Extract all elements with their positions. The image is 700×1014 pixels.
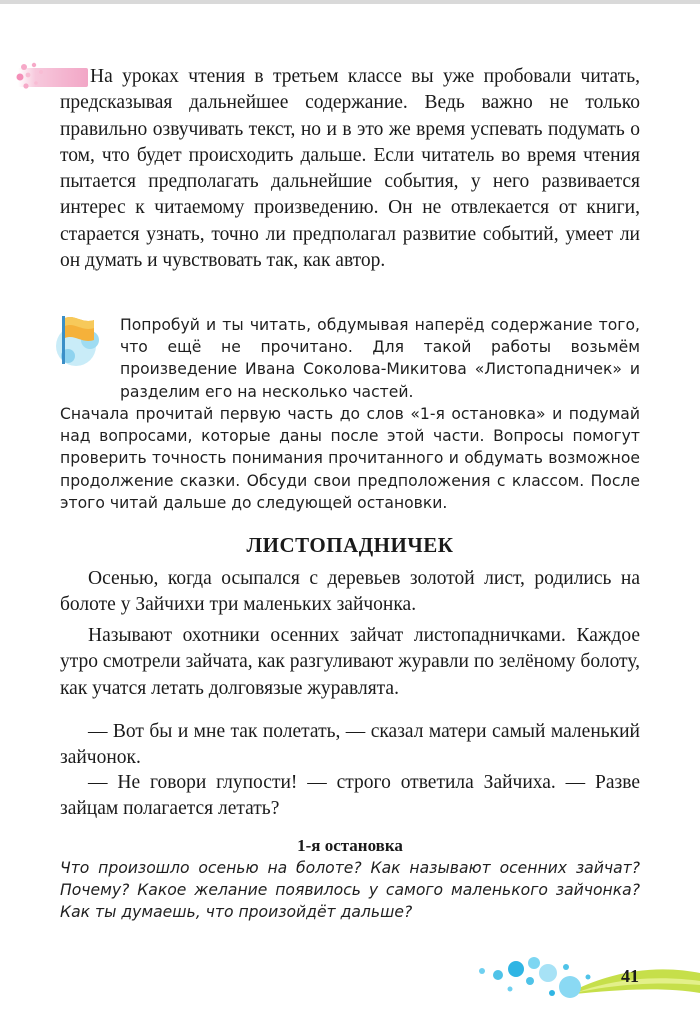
pink-dots-icon <box>14 60 54 92</box>
story-title: ЛИСТОПАДНИЧЕК <box>246 533 454 557</box>
intro-paragraph: На уроках чтения в третьем классе вы уже пробовали читать, предсказывая дальнейшее содержание. Ведь важно не только правильно озвучивать текст, но и в это же время успевать подумать о том, что будет происходить дальше. Если читатель во время чтения пытается предполагать дальнейшие события, у него развивается интерес к читаемому произведению. Он не отвлекается от книги, старается узнать, точно ли предполагал развитие событий, умеет ли он думать и чувствовать так, как автор. <box>60 66 640 272</box>
flag-icon <box>50 310 108 368</box>
tip-paragraph: Попробуй и ты читать, обдумывая наперёд содержание того, что ещё не прочитано. Для такой работы возьмём произведение Ивана Соколова-Микитова «Листопадничек» и разделим его на несколько частей. <box>120 316 640 401</box>
story-paragraph: Осенью, когда осыпался с деревьев золотой лист, родились на болоте у Зайчихи три маленьких зайчонка. <box>60 568 640 616</box>
story-paragraph: — Вот бы и мне так полетать, — сказал матери самый маленький зайчонок. <box>60 721 640 769</box>
page-number: 41 <box>621 966 639 986</box>
story-paragraph: — Не говори глупости! — строго ответила Зайчиха. — Разве зайцам полагается летать? <box>60 772 640 820</box>
stop-questions: Что произошло осенью на болоте? Как называют осенних зайчат? Почему? Какое желание появилось у самого маленького зайчонка? Как ты думаешь, что произойдёт дальше? <box>60 859 640 922</box>
footer-decoration-icon <box>470 955 700 1014</box>
top-border <box>0 0 700 4</box>
tip-paragraph-continued: Сначала прочитай первую часть до слов «1-я остановка» и подумай над вопросами, которые даны после этой части. Вопросы помогут проверить точность понимания прочитанного и обдумать возможное продолжение сказки. Обсуди свои предположения с классом. После этого читай дальше до следующей остановки. <box>60 405 640 512</box>
story-paragraph: Называют охотники осенних зайчат листопадничками. Каждое утро смотрели зайчата, как разгуливают журавли по зелёному болоту, как учатся летать долговязые журавлята. <box>60 625 640 699</box>
stop-heading: 1-я остановка <box>297 836 403 855</box>
